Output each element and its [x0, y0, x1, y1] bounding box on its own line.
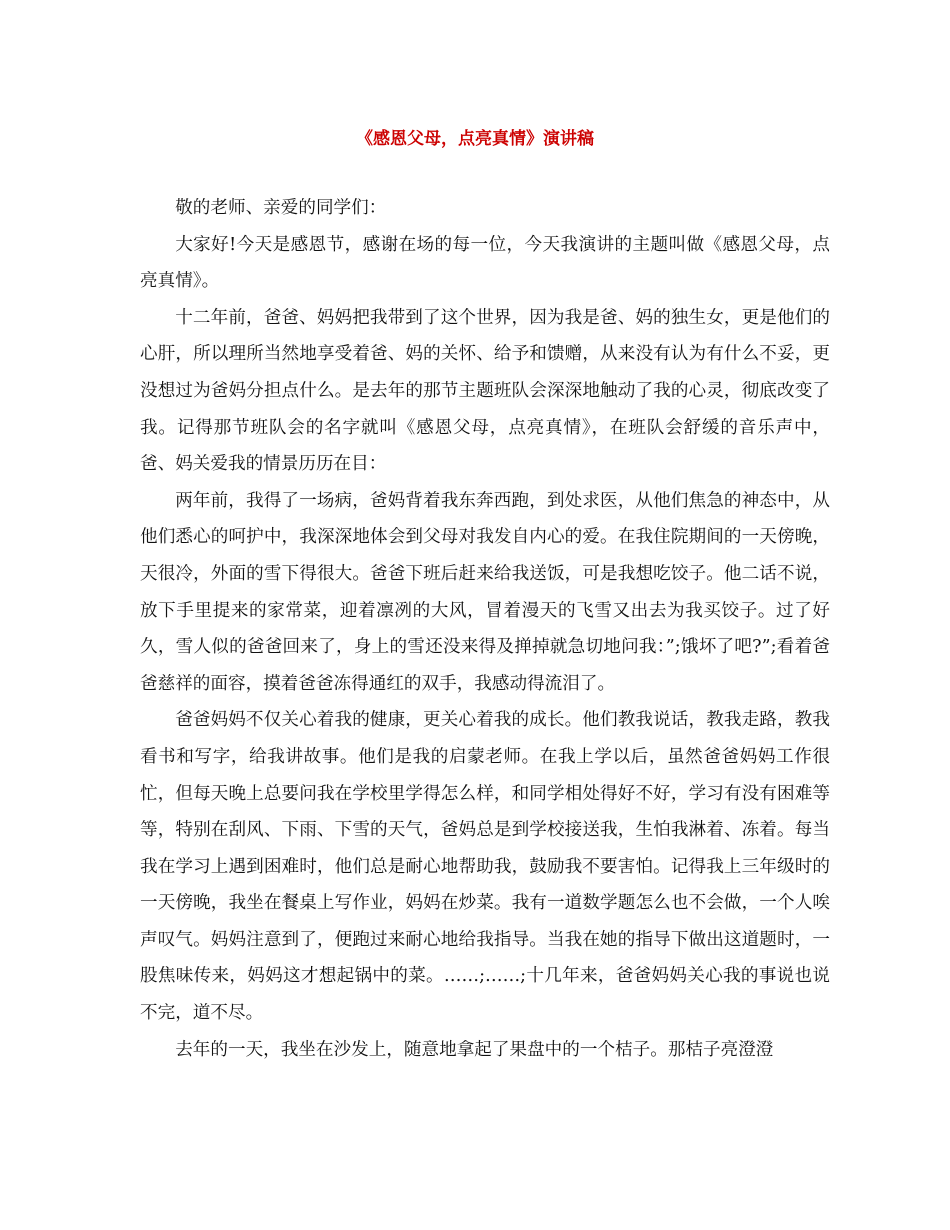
- document-title: 《感恩父母，点亮真情》演讲稿: [356, 129, 594, 149]
- document-body: [140, 190, 830, 1068]
- body-paragraph: 去年的一天，我坐在沙发上，随意地拿起了果盘中的一个桔子。那桔子亮澄澄: [175, 1039, 774, 1060]
- body-paragraph: 十二年前，爸爸、妈妈把我带到了这个世界，因为我是爸、妈的独生女，更是他们的心肝，所以理所当然地享受着爸、妈的关怀、给予和馈赠，从来没有认为有什么不妥，更没想过为爸妈分担点什么。是去年的那节主题班队会深深地触动了我的心灵，彻底改变了我。记得那节班队会的名字就叫《感恩父母，点亮真情》，在班队会舒缓的音乐声中，爸、妈关爱我的情景历历在目：: [140, 307, 830, 475]
- salutation-paragraph: 敬的老师、亲爱的同学们：: [175, 198, 387, 218]
- body-paragraph: 爸爸妈妈不仅关心着我的健康，更关心着我的成长。他们教我说话，教我走路，教我看书和写字，给我讲故事。他们是我的启蒙老师。在我上学以后，虽然爸爸妈妈工作很忙，但每天晚上总要问我在学校里学得怎么样，和同学相处得好不好，学习有没有困难等等，特别在刮风、下雨、下雪的天气，爸妈总是到学校接送我，生怕我淋着、冻着。每当我在学习上遇到困难时，他们总是耐心地帮助我，鼓励我不要害怕。记得我上三年级时的一天傍晚，我坐在餐桌上写作业，妈妈在炒菜。我有一道数学题怎么也不会做，一个人唉声叹气。妈妈注意到了，便跑过来耐心地给我指导。当我在她的指导下做出这道题时，一股焦味传来，妈妈这才想起锅中的菜。……;……;十几年来，爸爸妈妈关心我的事说也说不完，道不尽。: [140, 710, 830, 1024]
- body-paragraph: 两年前，我得了一场病，爸妈背着我东奔西跑，到处求医，从他们焦急的神态中，从他们悉心的呵护中，我深深地体会到父母对我发自内心的爱。在我住院期间的一天傍晚，天很冷，外面的雪下得很大。爸爸下班后赶来给我送饭，可是我想吃饺子。他二话不说，放下手里提来的家常菜，迎着凛冽的大风，冒着漫天的飞雪又出去为我买饺子。过了好久，雪人似的爸爸回来了，身上的雪还没来得及掸掉就急切地问我：”;饿坏了吧?”;看着爸爸慈祥的面容，摸着爸爸冻得通红的双手，我感动得流泪了。: [140, 490, 830, 694]
- greeting-paragraph: 大家好!今天是感恩节，感谢在场的每一位，今天我演讲的主题叫做《感恩父母，点亮真情》。: [140, 234, 830, 292]
